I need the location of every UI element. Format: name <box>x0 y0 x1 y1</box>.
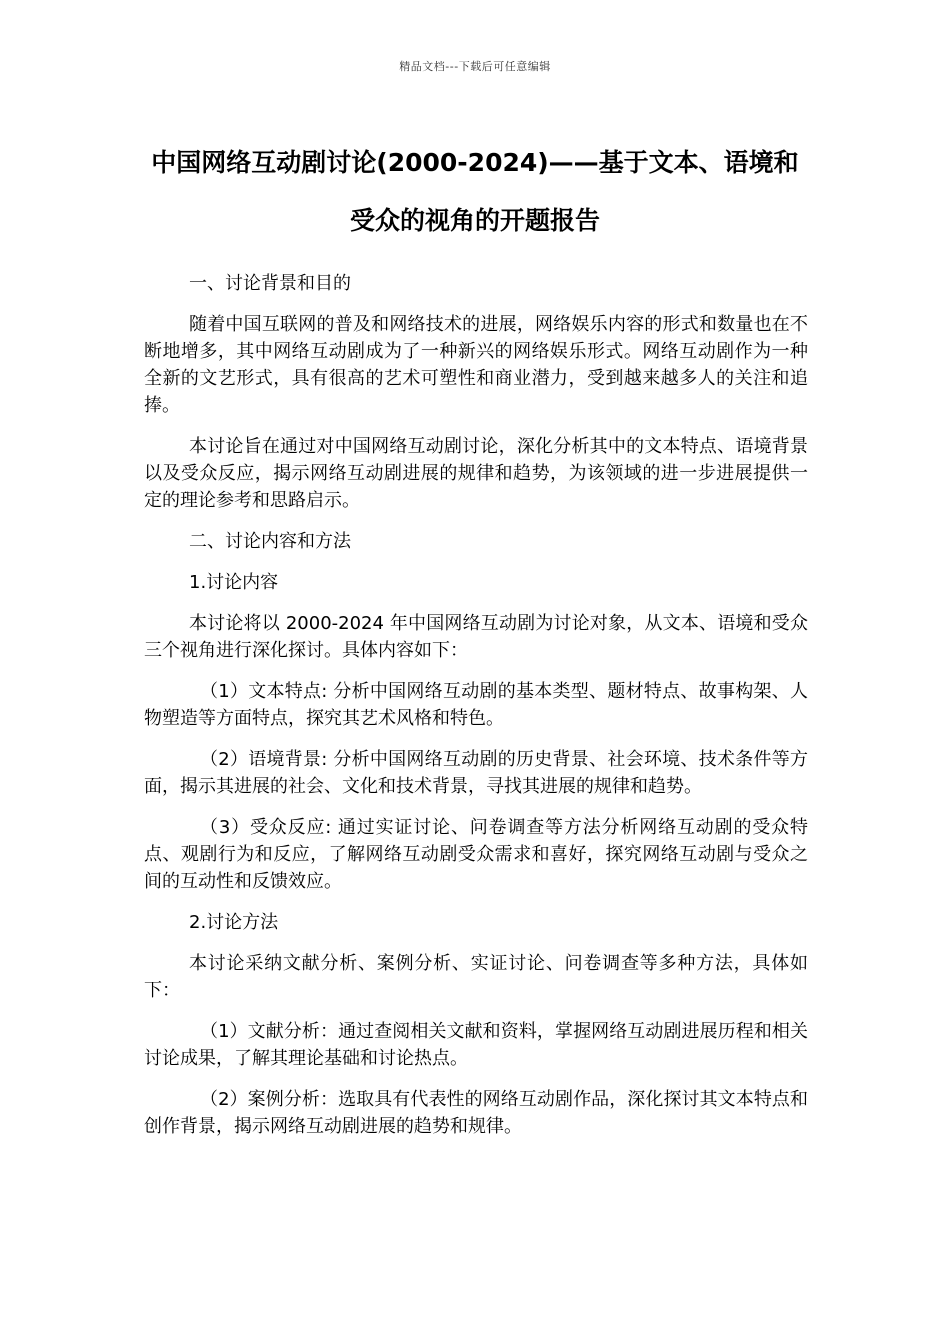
list-item-literature: （1）文献分析：通过查阅相关文献和资料，掌握网络互动剧进展历程和相关讨论成果，了解其理论基础和讨论热点。 <box>144 1021 808 1069</box>
paragraph-background: 随着中国互联网的普及和网络技术的进展，网络娱乐内容的形式和数量也在不断地增多，其中网络互动剧成为了一种新兴的网络娱乐形式。网络互动剧作为一种全新的文艺形式，具有很高的艺术可塑性和商业潜力，受到越来越多人的关注和追捧。 <box>144 314 808 416</box>
list-item-context: （2）语境背景: 分析中国网络互动剧的历史背景、社会环境、技术条件等方面，揭示其进展的社会、文化和技术背景，寻找其进展的规律和趋势。 <box>144 749 808 797</box>
list-item-audience: （3）受众反应: 通过实证讨论、问卷调查等方法分析网络互动剧的受众特点、观剧行为和反应，了解网络互动剧受众需求和喜好，探究网络互动剧与受众之间的互动性和反馈效应。 <box>144 817 808 892</box>
paragraph-content-intro: 本讨论将以 2000-2024 年中国网络互动剧为讨论对象，从文本、语境和受众三个视角进行深化探讨。具体内容如下： <box>144 613 808 661</box>
paragraph-method-intro: 本讨论采纳文献分析、案例分析、实证讨论、问卷调查等多种方法，具体如下： <box>144 953 808 1001</box>
header-note: 精品文档---下载后可任意编辑 <box>399 60 551 73</box>
subheading-content: 1.讨论内容 <box>189 572 279 593</box>
subheading-method: 2.讨论方法 <box>189 912 279 933</box>
section-heading-content-method: 二、讨论内容和方法 <box>189 531 351 552</box>
paragraph-purpose: 本讨论旨在通过对中国网络互动剧讨论，深化分析其中的文本特点、语境背景以及受众反应，揭示网络互动剧进展的规律和趋势，为该领域的进一步进展提供一定的理论参考和思路启示。 <box>144 436 808 511</box>
document-title: 中国网络互动剧讨论(2000-2024)——基于文本、语境和受众的视角的开题报告 <box>151 148 799 235</box>
section-heading-background: 一、讨论背景和目的 <box>189 273 351 294</box>
list-item-case-study: （2）案例分析：选取具有代表性的网络互动剧作品，深化探讨其文本特点和创作背景，揭示网络互动剧进展的趋势和规律。 <box>144 1089 808 1137</box>
list-item-text-features: （1）文本特点: 分析中国网络互动剧的基本类型、题材特点、故事构架、人物塑造等方面特点，探究其艺术风格和特色。 <box>144 681 808 729</box>
document-body <box>144 270 808 1154</box>
